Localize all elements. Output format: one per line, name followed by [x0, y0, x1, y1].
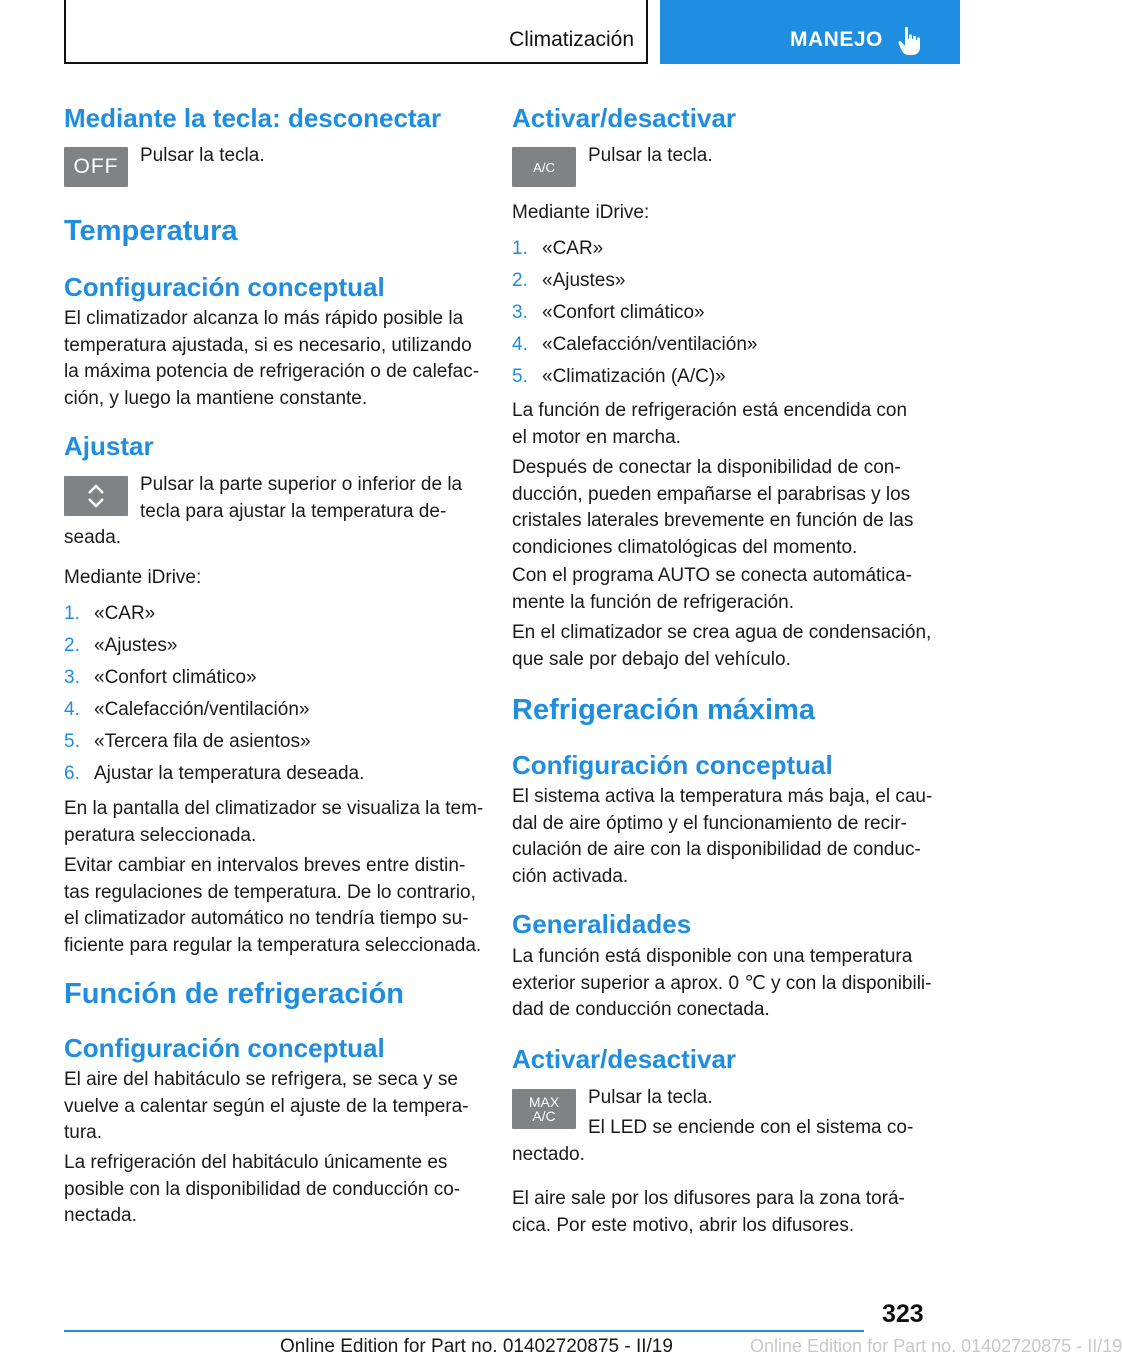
section-title: Climatización — [509, 28, 634, 51]
paragraph-condensacion: En el climatizador se crea agua de condensación, que sale por debajo del vehículo. — [512, 622, 932, 670]
pulsar-tecla-text-2: Pulsar la tecla. — [588, 145, 713, 166]
ac-button-image — [512, 147, 576, 187]
heading-activar-2: Activar/desactivar — [512, 1044, 737, 1074]
header-section-box — [64, 0, 648, 64]
paragraph-led: El LED se enciende con el sistema co- nectado. — [512, 1117, 914, 1165]
pulsar-tecla-text-3: Pulsar la tecla. — [588, 1087, 713, 1108]
mediante-idrive-left: Mediante iDrive: — [64, 567, 202, 588]
heading-configuracion-2: Configuración conceptual — [64, 1033, 385, 1063]
paragraph-funcion-motor: La función de refrigeración está encendida con el motor en marcha. — [512, 400, 908, 448]
pulsar-tecla-text-1: Pulsar la tecla. — [140, 145, 265, 166]
header-chapter-tab — [660, 0, 960, 64]
ac-button-label: A/C — [533, 159, 555, 175]
paragraph-generalidades: La función está disponible con una temperatura exterior superior a aprox. 0 ℃ y con la disponibili- dad de conducción conectada. — [512, 946, 932, 1020]
paragraph-evitar: Evitar cambiar en intervalos breves entre distin- tas regulaciones de temperatura. De lo contrario, el climatizador automático no tendría tiempo su- ficiente para regular la temperatura seleccionada. — [64, 855, 482, 956]
footer-divider — [64, 1330, 864, 1332]
paragraph-configuracion-1: El climatizador alcanza lo más rápido posible la temperatura ajustada, si es necesario, utilizando la máxima potencia de refrigeración o de calefac- ción, y luego la mantiene constante. — [64, 308, 480, 409]
paragraph-auto: Con el programa AUTO se conecta automática- mente la función de refrigeración. — [512, 565, 912, 613]
heading-configuracion-1: Configuración conceptual — [64, 272, 385, 302]
heading-activar-1: Activar/desactivar — [512, 103, 737, 133]
heading-ajustar: Ajustar — [64, 431, 154, 461]
off-button-image — [64, 147, 128, 187]
max-ac-label-top: MAX — [528, 1094, 560, 1110]
heading-desconectar: Mediante la tecla: desconectar — [64, 103, 442, 133]
paragraph-difusores: El aire sale por los difusores para la zona torá- cica. Por este motivo, abrir los difusores. — [512, 1188, 905, 1236]
paragraph-pantalla: En la pantalla del climatizador se visualiza la tem- peratura seleccionada. — [64, 798, 484, 846]
paragraph-aire: El aire del habitáculo se refrigera, se seca y se vuelve a calentar según el ajuste de la tempera- tura. — [64, 1069, 469, 1143]
max-ac-label-bottom: A/C — [532, 1108, 556, 1124]
heading-generalidades: Generalidades — [512, 909, 692, 939]
paragraph-sistema: El sistema activa la temperatura más baja, el cau- dal de aire óptimo y el funcionamiento de recir- culación de aire con la disponibilidad de conduc- ción activada. — [512, 786, 933, 887]
watermark-text: Online Edition for Part no. 01402720875 - II/19 — [750, 1336, 1122, 1356]
heading-funcion-refrigeracion: Función de refrigeración — [64, 978, 404, 1010]
paragraph-ajustar: Pulsar la parte superior o inferior de la tecla para ajustar la temperatura de- seada. — [64, 474, 463, 548]
heading-configuracion-3: Configuración conceptual — [512, 750, 833, 780]
hand-pointer-icon — [898, 26, 922, 56]
heading-temperatura: Temperatura — [64, 215, 238, 247]
mediante-idrive-right: Mediante iDrive: — [512, 202, 650, 223]
off-button-label: OFF — [73, 155, 119, 178]
page-number: 323 — [882, 1300, 924, 1328]
chapter-label: MANEJO — [790, 28, 883, 51]
heading-refrigeracion-maxima: Refrigeración máxima — [512, 694, 816, 726]
paragraph-despues: Después de conectar la disponibilidad de con- ducción, pueden empañarse el parabrisas y los cristales laterales brevemente en función de las condiciones climatológicas del momento. — [512, 457, 914, 558]
paragraph-refrigeracion: La refrigeración del habitáculo únicamente es posible con la disponibilidad de conducción co- nectada. — [64, 1152, 461, 1226]
edition-text: Online Edition for Part no. 01402720875 - II/19 — [280, 1336, 673, 1357]
